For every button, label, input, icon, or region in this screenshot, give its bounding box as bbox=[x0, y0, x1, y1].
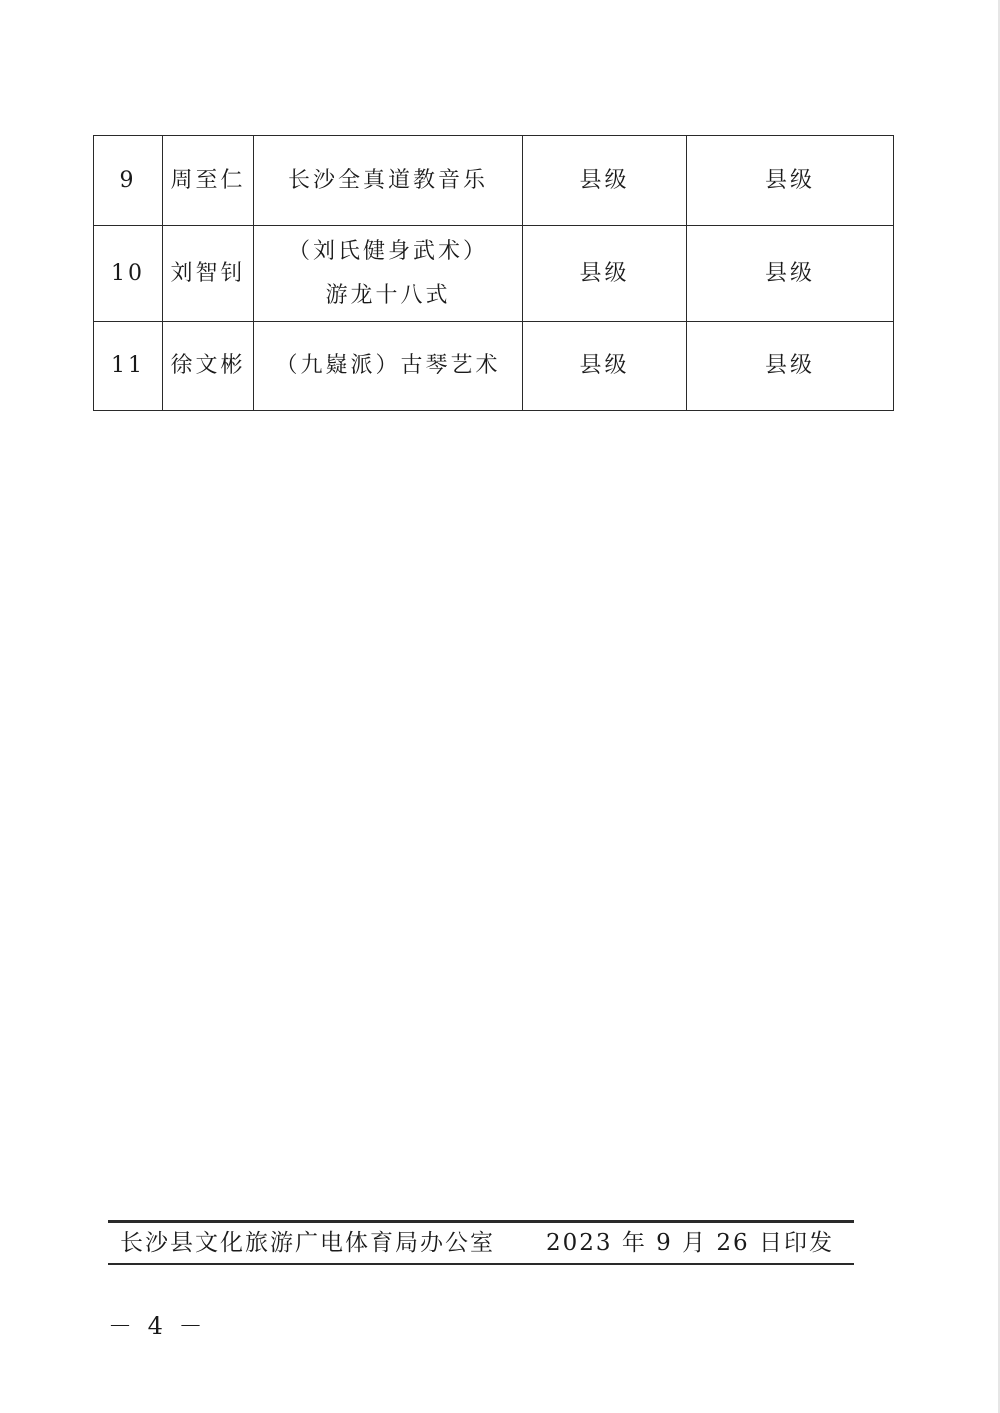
footer-top-rule bbox=[108, 1220, 854, 1223]
table-row bbox=[94, 136, 894, 226]
project-name-line: 长沙全真道教音乐 bbox=[287, 167, 488, 193]
row-number: 11 bbox=[94, 322, 163, 411]
project-name bbox=[254, 322, 523, 411]
row-number: 10 bbox=[94, 226, 163, 322]
table-row bbox=[94, 322, 894, 411]
inheritor-table bbox=[93, 135, 894, 411]
project-name bbox=[254, 136, 523, 226]
level-cell: 县级 bbox=[523, 136, 687, 226]
issuing-office: 长沙县文化旅游广电体育局办公室 bbox=[120, 1230, 495, 1256]
level-cell: 县级 bbox=[523, 322, 687, 411]
level-cell: 县级 bbox=[687, 322, 894, 411]
level-cell: 县级 bbox=[687, 136, 894, 226]
project-name bbox=[254, 226, 523, 322]
project-name-line: 游龙十八式 bbox=[325, 282, 451, 308]
footer-bottom-rule bbox=[108, 1263, 854, 1265]
issue-date: 2023 年 9 月 26 日印发 bbox=[546, 1230, 834, 1256]
table-row bbox=[94, 226, 894, 322]
inheritor-name: 周至仁 bbox=[163, 136, 254, 226]
level-cell: 县级 bbox=[523, 226, 687, 322]
page-number: － 4 － bbox=[108, 1312, 207, 1340]
project-name-line: （刘氏健身武术） bbox=[287, 238, 488, 264]
level-cell: 县级 bbox=[687, 226, 894, 322]
row-number: 9 bbox=[94, 136, 163, 226]
inheritor-name: 徐文彬 bbox=[163, 322, 254, 411]
inheritor-name: 刘智钊 bbox=[163, 226, 254, 322]
project-name-line: （九嶷派）古琴艺术 bbox=[275, 353, 501, 378]
